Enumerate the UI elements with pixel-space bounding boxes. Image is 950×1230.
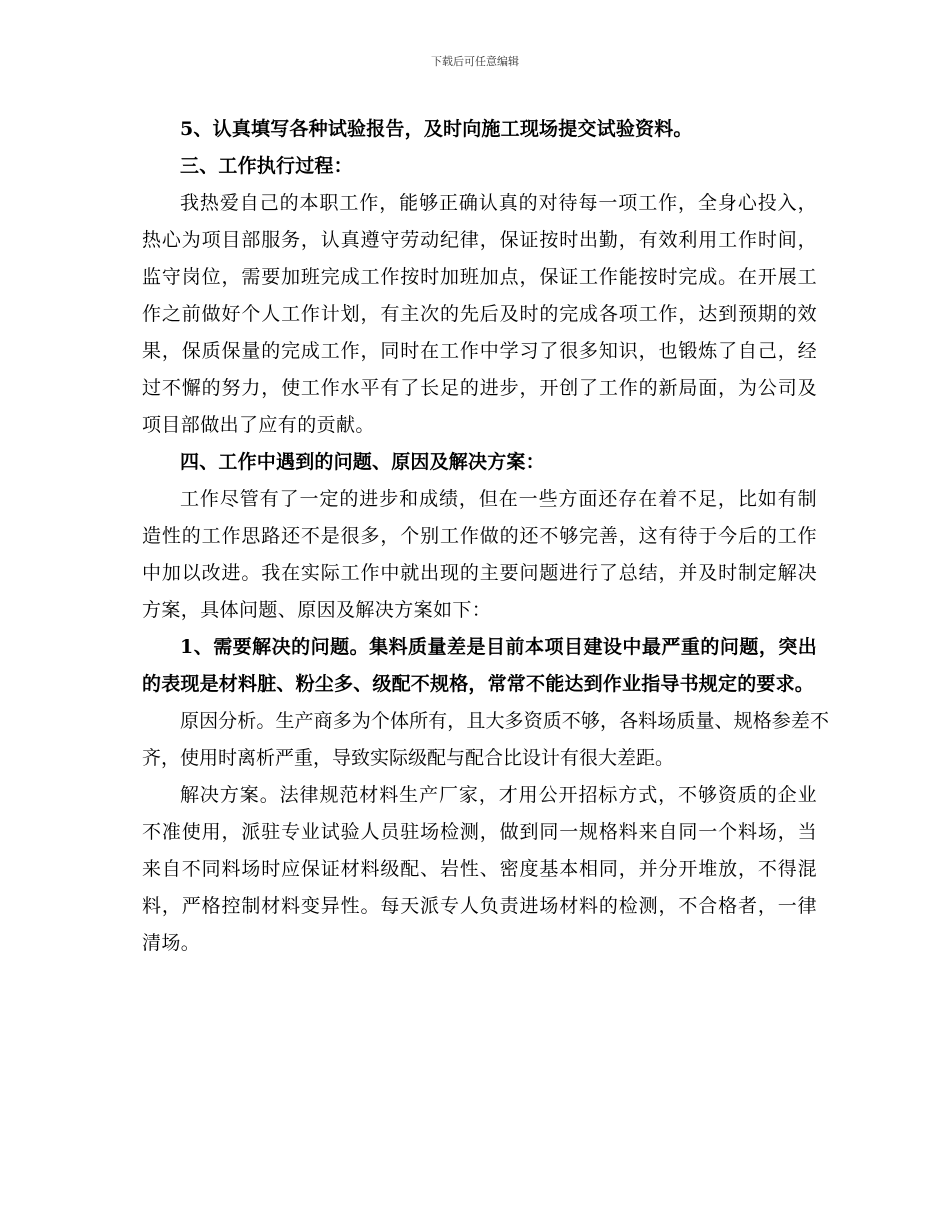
paragraph-problem-statement: 1、需要解决的问题。集料质量差是目前本项目建设中最严重的问题，突出的表现是材料脏、粉尘多、级配不规格，常常不能达到作业指导书规定的要求。 [142,636,817,695]
paragraph-cause-analysis: 原因分析。生产商多为个体所有，且大多资质不够，各料场质量、规格参差不齐，使用时离析严重，导致实际级配与配合比设计有很大差距。 [142,710,829,769]
paragraph-progress-summary: 工作尽管有了一定的进步和成绩，但在一些方面还存在着不足，比如有制造性的工作思路还不是很多，个别工作做的还不够完善，这有待于今后的工作中加以改进。我在实际工作中就出现的主要问题进行了总结，并及时制定解决方案，具体问题、原因及解决方案如下： [142,488,817,621]
section-heading-problems: 四、工作中遇到的问题、原因及解决方案： [180,451,545,473]
section-heading-work-process: 三、工作执行过程： [180,155,353,177]
paragraph-work-process: 我热爱自己的本职工作，能够正确认真的对待每一项工作，全身心投入，热心为项目部服务，认真遵守劳动纪律，保证按时出勤，有效利用工作时间，监守岗位，需要加班完成工作按时加班加点，保证工作能按时完成。在开展工作之前做好个人工作计划，有主次的先后及时的完成各项工作，达到预期的效果，保质保量的完成工作，同时在工作中学习了很多知识，也锻炼了自己，经过不懈的努力，使工作水平有了长足的进步，开创了工作的新局面，为公司及项目部做出了应有的贡献。 [142,192,817,436]
page-header: 下载后可任意编辑 [431,55,519,68]
paragraph-solution: 解决方案。法律规范材料生产厂家，才用公开招标方式，不够资质的企业不准使用，派驻专业试验人员驻场检测，做到同一规格料来自同一个料场，当来自不同料场时应保证材料级配、岩性、密度基本相同，并分开堆放，不得混料，严格控制材料变异性。每天派专人负责进场材料的检测，不合格者，一律清场。 [142,784,817,954]
paragraph-test-reports: 5、认真填写各种试验报告，及时向施工现场提交试验资料。 [180,118,693,140]
document-body [142,111,829,962]
